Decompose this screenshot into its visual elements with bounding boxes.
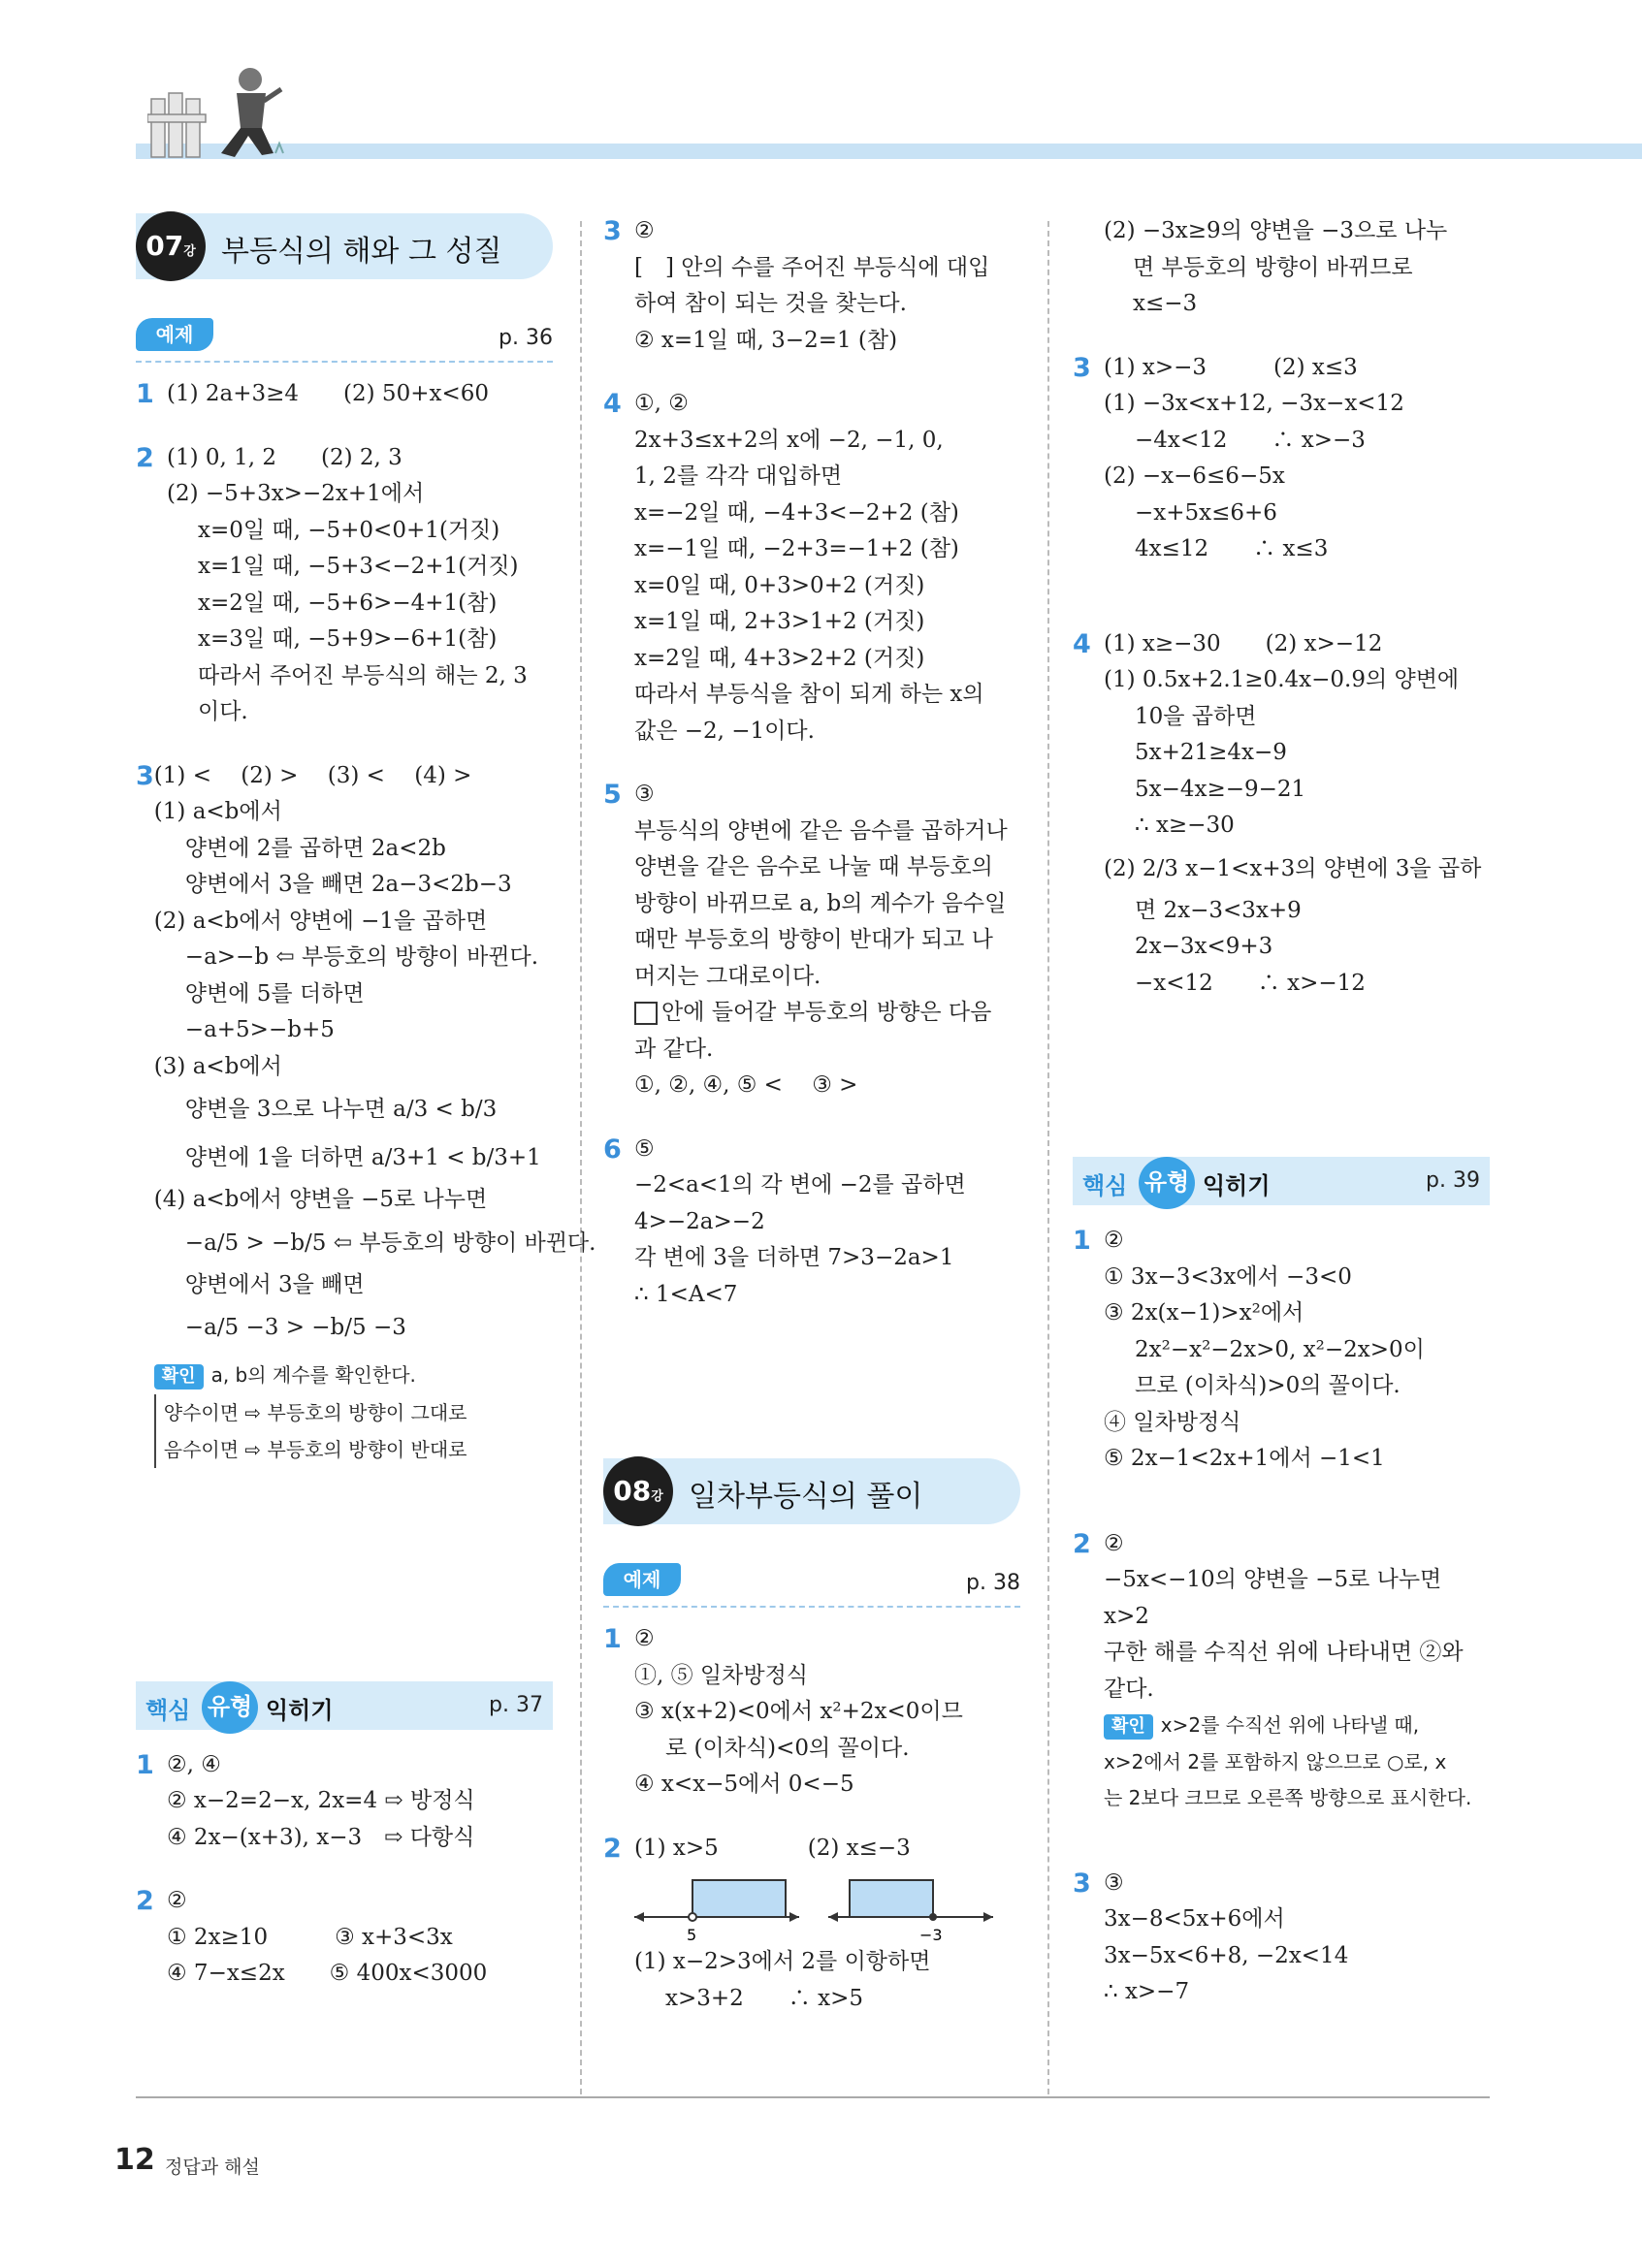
column-1 [136,213,596,1993]
answer-1: 1 (1) 2a+3≥4 (2) 50+x<60 [136,379,489,409]
lesson-08-header: 08강 일차부등식의 풀이 [603,1458,1020,1524]
footer-rule [136,2096,1490,2098]
lesson-number: 08 [613,1475,652,1507]
core-answer-1: 1 ②, ④ ② x−2=2−x, 2x=4 ⇨ 방정식 ④ 2x−(x+3), x−3 ⇨ 다항식 [136,1749,475,1850]
answer-6: 6 ⑤ −2<a<1의 각 변에 −2를 곱하면 4>−2a>−2 각 변에 3을 더하면 7>3−2a>1 ∴ 1<A<7 [603,1134,966,1307]
core-answer-2: 2 ② −5x<−10의 양변을 −5로 나누면 x>2 구한 해를 수직선 위에 나타내면 ②와 같다. 확인 x>2를 수직선 위에 나타낼 때, x>2에서 2를 포함하지 않으므로 ○로, x 는 2보다 크므로 오른쪽 방향으로 표시한다. [1073,1528,1472,1809]
answer-3: 3 ② [ ] 안의 수를 주어진 부등식에 대입 하여 참이 되는 것을 찾는다. ② x=1일 때, 3−2=1 (참) [603,216,990,353]
core-answer-1: 1 ② ① 3x−3<3x에서 −3<0 ③ 2x(x−1)>x²에서 2x²−x²−2x>0, x²−2x>0이 므로 (이차식)>0의 꼴이다. ④ 일차방정식 ⑤ 2x−1<2x+1에서 −1<1 [1073,1226,1425,1471]
footer-label: 정답과 해설 [165,2156,260,2178]
page-ref: p. 38 [966,1571,1020,1595]
answer-2: 2 (1) 0, 1, 2 (2) 2, 3 (2) −5+3x>−2x+1에서 x=0일 때, −5+0<0+1(거짓) x=1일 때, −5+3<−2+1(거짓) x=2일 때, −5+6>−4+1(참) x=3일 때, −5+9>−6+1(참) 따라서 주어진 부등식의 해는 2, 3 이다. [136,442,528,724]
check-tag: 확인 [1104,1714,1153,1740]
lesson-07-header: 07강 부등식의 해와 그 성질 [136,213,553,279]
svg-text:−3: −3 [919,1926,943,1944]
example-tag: 예제 [136,318,213,351]
example-answer-1: 1 ② ①, ⑤ 일차방정식 ③ x(x+2)<0에서 x²+2x<0이므 로 (이차식)<0의 꼴이다. ④ x<x−5에서 0<−5 [603,1624,963,1797]
gardener-illustration [147,60,293,171]
answer-4: 4 ①, ② 2x+3≤x+2의 x에 −2, −1, 0, 1, 2를 각각 대입하면 x=−2일 때, −4+3<−2+2 (참) x=−1일 때, −2+3=−1+2 (참) x=0일 때, 0+3>0+2 (거짓) x=1일 때, 2+3>1+2 (거짓) x=2일 때, 4+3>2+2 (거짓) 따라서 부등식을 참이 되게 하는 x의 값은 −2, −1이다. [603,389,984,744]
blank-box-icon [634,1002,658,1025]
header-band [136,144,1642,159]
example-header [603,1563,1020,1608]
example-header [136,318,553,363]
core-type-header: 핵심 유형 익히기 p. 37 [136,1681,553,1730]
page-ref: p. 36 [499,326,553,350]
page-number: 12 [114,2143,155,2177]
check-tag: 확인 [154,1364,204,1390]
core-answer-3: 3 ③ 3x−8<5x+6에서 3x−5x<6+8, −2x<14 ∴ x>−7 [1073,1868,1349,2004]
column-divider [1047,221,1049,2094]
number-line-figure [634,1867,1020,1944]
lesson-title: 일차부등식의 풀이 [689,1480,923,1514]
answer-3: 3 (1) < (2) > (3) < (4) > (1) a<b에서 양변에 2를 곱하면 2a<2b 양변에서 3을 빼면 2a−3<2b−3 (2) a<b에서 양변에 −1을 곱하면 −a>−b ⇦ 부등호의 방향이 바뀐다. 양변에 5를 더하면 −a+5>−b+5 (3) a<b에서 양변을 3으로 나누면 a/3 < b/3 양변에 1을 더하면 a/3+1 < b/3+1 (4) a<b에서 양변을 −5로 나누면 −a/5 > −b/5 ⇦ 부등호의 방향이 바뀐다. 양변에서 3을 빼면 −a/5 −3 > −b/5 −3 확인 a, b의 계수를 확인한다. 양수이면 ⇨ 부등호의 방향이 그대로 음수이면 ⇨ 부등호의 방향이 반대로 [136,758,553,1468]
page-ref: p. 39 [1426,1168,1480,1193]
core-type-header: 핵심 유형 익히기 p. 39 [1073,1157,1490,1205]
example-answer-2: 2 (1) x>5 (2) x≤−3 5 −3 (1) x−2>3에서 2를 이항하면 x>3+2 ∴ x>5 [603,1831,1020,2018]
page-ref: p. 37 [489,1692,543,1717]
answer-4: 4 (1) x≥−30 (2) x>−12 (1) 0.5x+2.1≥0.4x−0.9의 양변에 10을 곱하면 5x+21≥4x−9 5x−4x≥−9−21 ∴ x≥−30 (2) 2/3 x−1<x+3의 양변에 3을 곱하 면 2x−3<3x+9 2x−3x<9+3 −x<12 ∴ x>−12 [1073,628,1482,996]
example-tag: 예제 [603,1563,681,1596]
column-3: (2) −3x≥9의 양변을 −3으로 나누 면 부등호의 방향이 바뀌므로 x≤−3 3 (1) x>−3 (2) x≤3 (1) −3x<x+12, −3x−x<12 −4x<12 ∴ x>−3 (2) −x−6≤6−5x −x+5x≤6+6 4x≤12 ∴ x≤3 4 (1) x≥−30 (2) x>−12 (1) 0.5x+2.1≥0.4x−0.9의 양변에 10을 곱하면 5x+21≥4x−9 5x−4x≥−9−21 ∴ x≥−30 (2) 2/3 x−1<x+3의 양변에 3을 곱하 면 2x−3<3x+9 2x−3x<9+3 −x<12 ∴ x>−12 핵심 유형 익히기 p. 39 1 ② ① 3x−3<3x에서 −3<0 ③ 2x(x−1)>x²에서 2x²−x²−2x>0, x²−2x>0이 므로 (이차식)>0의 꼴이다. ④ 일차방정식 ⑤ 2x−1<2x+1에서 −1<1 2 ② −5x<−10의 양변을 −5로 나누면 x>2 구한 해를 수직선 위에 나타내면 ②와 같다. 확인 x>2를 수직선 위에 나타낼 때, x>2에서 2를 포함하지 않으므로 ○로, x 는 2보다 크므로 오른쪽 방향으로 표시한다. 3 ③ 3x−8<5x+6에서 3x−5x<6+8, −2x<14 ∴ x>−7 [1073,213,1490,2011]
column-2 [603,213,1020,2017]
core-answer-2: 2 ② ① 2x≥10 ③ x+3<3x ④ 7−x≤2x ⑤ 400x<3000 [136,1886,488,1986]
lesson-title: 부등식의 해와 그 성질 [221,235,502,269]
answer-5: 5 ③ 부등식의 양변에 같은 음수를 곱하거나 양변을 같은 음수로 나눌 때 부등호의 방향이 바뀌므로 a, b의 계수가 음수일 때만 부등호의 방향이 반대가 되고 나 머지는 그대로이다. 안에 들어갈 부등호의 방향은 다음 과 같다. ①, ②, ④, ⑤ < ③ > [603,780,1008,1098]
lesson-number: 07 [145,230,184,262]
answer-3: 3 (1) x>−3 (2) x≤3 (1) −3x<x+12, −3x−x<12 −4x<12 ∴ x>−3 (2) −x−6≤6−5x −x+5x≤6+6 4x≤12 ∴ x≤3 [1073,352,1404,561]
svg-text:5: 5 [687,1926,697,1944]
